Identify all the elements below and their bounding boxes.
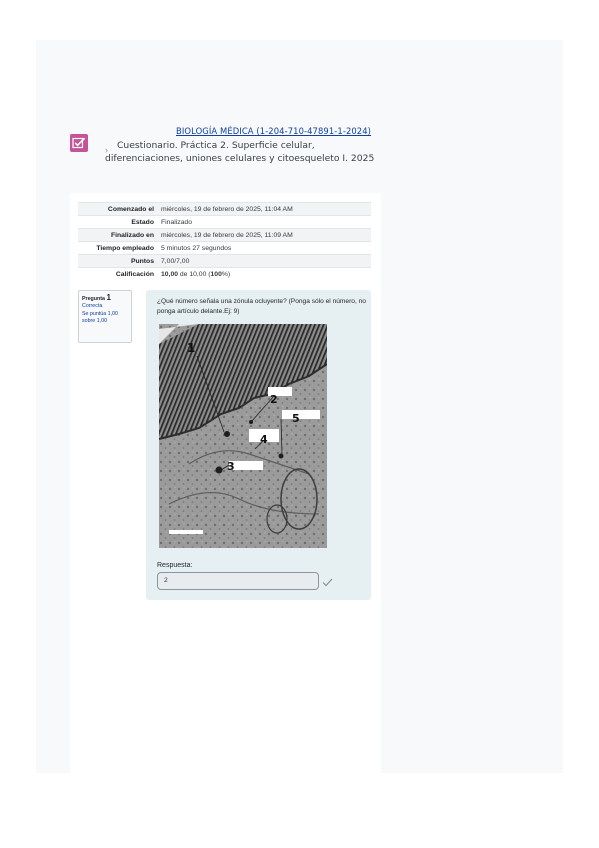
answer-label: Respuesta:	[157, 562, 193, 569]
quiz-icon	[70, 134, 88, 152]
summary-value	[158, 268, 371, 281]
attempt-summary-table	[78, 202, 371, 281]
grade-text-end: %)	[221, 270, 231, 278]
micrograph-label-3: 3	[227, 460, 235, 473]
micrograph-label-2: 2	[270, 393, 278, 406]
summary-value: Finalizado	[161, 218, 192, 226]
grade-value: 10,00	[161, 270, 179, 278]
grade-text: de 10,00 (	[178, 270, 211, 278]
summary-label: Tiempo empleado	[96, 244, 154, 252]
summary-label: Finalizado en	[110, 231, 154, 239]
summary-label: Calificación	[115, 270, 154, 278]
summary-value: miércoles, 19 de febrero de 2025, 11:09 AM	[161, 231, 293, 239]
micrograph-label-1: 1	[187, 341, 196, 355]
question-text: ¿Qué número señala una zónula ocluyente? (Ponga sólo el número, no ponga artículo delante.Ej: 9)	[157, 298, 366, 316]
summary-row-grade	[78, 268, 371, 281]
summary-label: Estado	[131, 218, 154, 226]
chevron-right-icon: ›	[105, 145, 108, 155]
summary-row-started	[78, 203, 371, 216]
summary-value: 7,00/7,00	[161, 257, 190, 265]
summary-label: Comenzado el	[107, 205, 154, 213]
question-number: Pregunta 1	[82, 293, 111, 302]
answer-input[interactable]: 2	[157, 572, 319, 590]
question-info-box	[78, 290, 132, 343]
check-icon	[322, 574, 333, 592]
summary-label: Puntos	[130, 257, 154, 265]
summary-row-completed	[78, 229, 371, 242]
course-breadcrumb-link[interactable]: BIOLOGÍA MÉDICA (1-204-710-47891-1-2024)	[176, 126, 372, 136]
summary-value: miércoles, 19 de febrero de 2025, 11:04 AM	[161, 205, 293, 213]
summary-row-duration	[78, 242, 371, 255]
micrograph-label-4: 4	[260, 433, 268, 446]
summary-row-state	[78, 216, 371, 229]
summary-row-marks	[78, 255, 371, 268]
quiz-title: Cuestionario. Práctica 2. Superficie celular, diferenciaciones, uniones celulares y citoesqueleto I. 2025	[105, 140, 375, 165]
micrograph-image	[159, 324, 327, 548]
question-marks: Se puntúa 1,00 sobre 1,00	[82, 310, 118, 325]
micrograph-label-5: 5	[292, 412, 300, 425]
summary-value: 5 minutos 27 segundos	[161, 244, 232, 252]
question-state: Correcta	[82, 303, 103, 310]
grade-percent: 100	[210, 270, 222, 278]
